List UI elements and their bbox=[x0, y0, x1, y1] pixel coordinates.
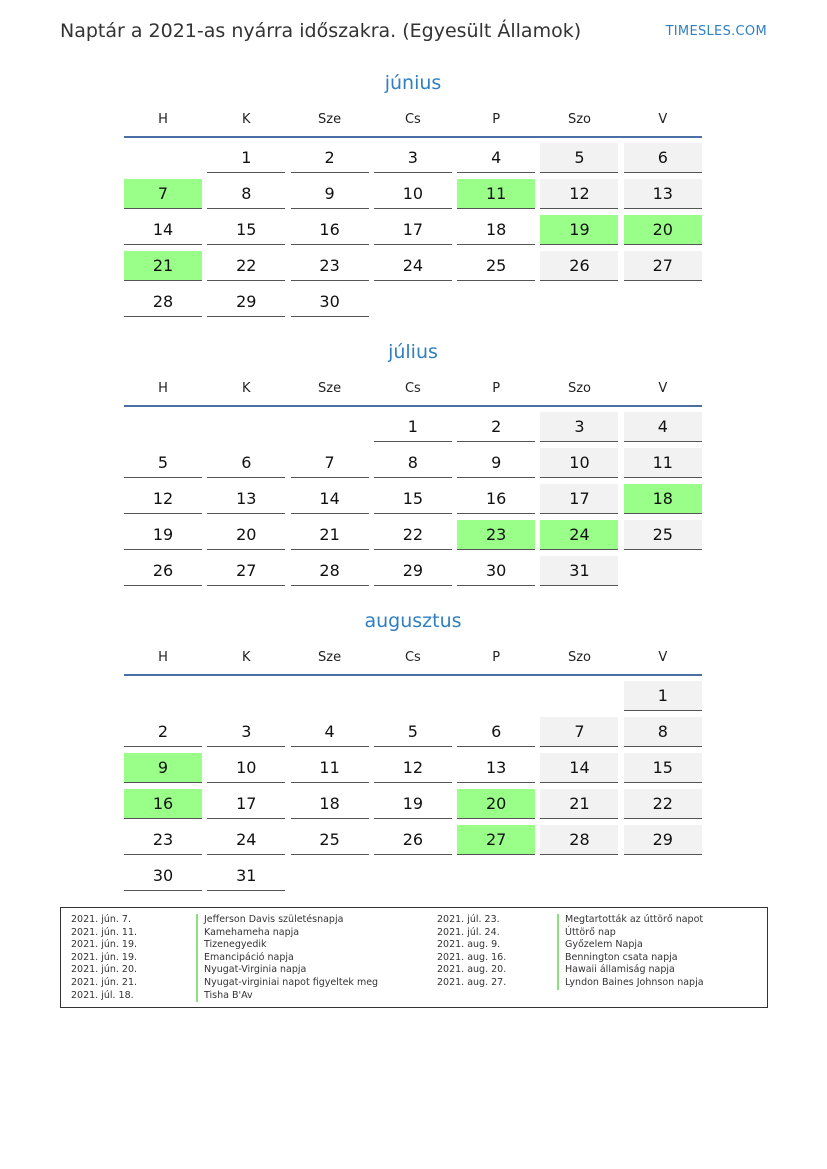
weekday-label: V bbox=[658, 112, 668, 127]
legend-item bbox=[71, 939, 431, 952]
day-cell: 21 bbox=[540, 789, 618, 819]
weekday-header bbox=[124, 104, 702, 138]
day-cell: 8 bbox=[374, 448, 452, 478]
empty-cell bbox=[374, 861, 452, 890]
day-cell: 12 bbox=[124, 484, 202, 514]
day-cell: 4 bbox=[291, 717, 369, 747]
day-cell: 25 bbox=[291, 825, 369, 855]
weekday-label: Sze bbox=[318, 381, 342, 396]
legend-date: 2021. jún. 11. bbox=[71, 926, 138, 938]
weekday-label: K bbox=[242, 381, 251, 396]
day-cell: 10 bbox=[374, 179, 452, 209]
day-cell: 5 bbox=[374, 717, 452, 747]
day-cell: 3 bbox=[207, 717, 285, 747]
weekday-label: Sze bbox=[318, 650, 342, 665]
legend-holiday-name: Tizenegyedik bbox=[196, 939, 267, 952]
month-title: július bbox=[388, 341, 438, 363]
day-cell: 25 bbox=[624, 520, 702, 550]
day-cell: 19 bbox=[540, 215, 618, 245]
weekday-header bbox=[124, 642, 702, 676]
day-cell: 2 bbox=[124, 717, 202, 747]
day-cell: 12 bbox=[374, 753, 452, 783]
day-cell: 14 bbox=[291, 484, 369, 514]
empty-cell bbox=[291, 681, 369, 710]
day-cell: 18 bbox=[624, 484, 702, 514]
month-august bbox=[124, 606, 702, 891]
weekday-label: Szo bbox=[567, 650, 591, 665]
day-cell: 20 bbox=[457, 789, 535, 819]
legend-date: 2021. jún. 19. bbox=[71, 951, 138, 963]
legend-date: 2021. aug. 16. bbox=[437, 951, 507, 963]
day-cell: 24 bbox=[540, 520, 618, 550]
legend-date: 2021. jún. 7. bbox=[71, 914, 132, 925]
day-cell: 15 bbox=[374, 484, 452, 514]
empty-cell bbox=[457, 861, 535, 890]
day-cell: 22 bbox=[207, 251, 285, 281]
day-cell: 11 bbox=[624, 448, 702, 478]
day-cell: 26 bbox=[124, 556, 202, 586]
weekday-label: H bbox=[158, 381, 168, 396]
legend-date: 2021. jún. 21. bbox=[71, 976, 138, 988]
day-cell: 26 bbox=[374, 825, 452, 855]
day-cell: 6 bbox=[624, 143, 702, 173]
day-cell: 6 bbox=[207, 448, 285, 478]
empty-cell bbox=[207, 681, 285, 710]
day-cell: 28 bbox=[291, 556, 369, 586]
weekday-label: K bbox=[242, 112, 251, 127]
weekday-label: Cs bbox=[404, 112, 421, 127]
empty-cell bbox=[124, 681, 202, 710]
day-cell: 23 bbox=[457, 520, 535, 550]
day-cell: 31 bbox=[540, 556, 618, 586]
day-cell: 9 bbox=[124, 753, 202, 783]
day-cell: 14 bbox=[540, 753, 618, 783]
empty-cell bbox=[374, 287, 452, 316]
month-title: június bbox=[384, 72, 442, 94]
legend-item bbox=[71, 990, 431, 1003]
weekday-label: P bbox=[492, 112, 501, 127]
day-cell: 5 bbox=[124, 448, 202, 478]
day-grid bbox=[124, 143, 702, 317]
day-cell: 16 bbox=[291, 215, 369, 245]
legend-holiday-name: Emancipáció napja bbox=[196, 952, 294, 965]
day-cell: 11 bbox=[291, 753, 369, 783]
weekday-label: H bbox=[158, 650, 168, 665]
legend-item bbox=[71, 952, 431, 965]
day-cell: 14 bbox=[124, 215, 202, 245]
weekday-label: Sze bbox=[318, 112, 342, 127]
legend-holiday-name: Úttörő nap bbox=[557, 927, 616, 940]
day-cell: 9 bbox=[291, 179, 369, 209]
month-june bbox=[124, 68, 702, 317]
month-title: augusztus bbox=[364, 610, 462, 632]
legend-item bbox=[437, 939, 757, 952]
empty-cell bbox=[457, 287, 535, 316]
day-cell: 28 bbox=[124, 287, 202, 317]
day-cell: 27 bbox=[624, 251, 702, 281]
day-cell: 12 bbox=[540, 179, 618, 209]
legend-date: 2021. aug. 27. bbox=[437, 976, 507, 988]
day-cell: 30 bbox=[457, 556, 535, 586]
day-cell: 3 bbox=[374, 143, 452, 173]
day-cell: 22 bbox=[374, 520, 452, 550]
day-cell: 23 bbox=[124, 825, 202, 855]
day-cell: 23 bbox=[291, 251, 369, 281]
legend-date: 2021. aug. 9. bbox=[437, 939, 501, 951]
day-cell: 26 bbox=[540, 251, 618, 281]
day-cell: 21 bbox=[124, 251, 202, 281]
legend-holiday-name: Bennington csata napja bbox=[557, 952, 678, 965]
weekday-label: P bbox=[492, 381, 501, 396]
legend-item bbox=[71, 964, 431, 977]
weekday-label: Cs bbox=[404, 650, 421, 665]
day-cell: 3 bbox=[540, 412, 618, 442]
legend-holiday-name: Nyugat-virginiai napot figyeltek meg bbox=[196, 977, 378, 990]
day-cell: 16 bbox=[124, 789, 202, 819]
day-cell: 13 bbox=[457, 753, 535, 783]
legend-holiday-name: Kamehameha napja bbox=[196, 927, 299, 940]
legend-holiday-name: Győzelem Napja bbox=[557, 939, 643, 952]
day-cell: 29 bbox=[624, 825, 702, 855]
day-cell: 27 bbox=[457, 825, 535, 855]
legend-item bbox=[71, 977, 431, 990]
legend-holiday-name: Lyndon Baines Johnson napja bbox=[557, 977, 704, 990]
legend-holiday-name: Tisha B'Av bbox=[196, 990, 253, 1003]
legend-date: 2021. júl. 18. bbox=[71, 989, 134, 1001]
day-cell: 7 bbox=[124, 179, 202, 209]
day-cell: 21 bbox=[291, 520, 369, 550]
day-cell: 17 bbox=[207, 789, 285, 819]
empty-cell bbox=[124, 143, 202, 172]
empty-cell bbox=[374, 681, 452, 710]
day-cell: 4 bbox=[624, 412, 702, 442]
empty-cell bbox=[624, 287, 702, 316]
day-cell: 1 bbox=[374, 412, 452, 442]
day-cell: 9 bbox=[457, 448, 535, 478]
legend-item bbox=[71, 914, 431, 927]
weekday-label: Cs bbox=[404, 381, 421, 396]
legend-item bbox=[437, 964, 757, 977]
empty-cell bbox=[540, 287, 618, 316]
legend-holiday-name: Megtartották az úttörő napot bbox=[557, 914, 703, 927]
day-cell: 19 bbox=[124, 520, 202, 550]
month-july bbox=[124, 337, 702, 586]
holiday-legend bbox=[60, 907, 768, 1008]
day-cell: 2 bbox=[457, 412, 535, 442]
day-cell: 1 bbox=[624, 681, 702, 711]
day-cell: 4 bbox=[457, 143, 535, 173]
empty-cell bbox=[624, 861, 702, 890]
legend-item bbox=[437, 977, 757, 990]
day-cell: 31 bbox=[207, 861, 285, 891]
day-cell: 13 bbox=[624, 179, 702, 209]
day-cell: 2 bbox=[291, 143, 369, 173]
weekday-label: Szo bbox=[567, 112, 591, 127]
empty-cell bbox=[291, 861, 369, 890]
day-cell: 19 bbox=[374, 789, 452, 819]
empty-cell bbox=[124, 412, 202, 441]
legend-date: 2021. júl. 24. bbox=[437, 926, 500, 938]
legend-holiday-name: Nyugat-Virginia napja bbox=[196, 964, 306, 977]
legend-holiday-name: Hawaii államiság napja bbox=[557, 964, 675, 977]
day-cell: 22 bbox=[624, 789, 702, 819]
empty-cell bbox=[624, 556, 702, 585]
legend-column-right bbox=[437, 914, 757, 990]
day-cell: 24 bbox=[374, 251, 452, 281]
legend-item bbox=[437, 927, 757, 940]
day-cell: 11 bbox=[457, 179, 535, 209]
day-cell: 13 bbox=[207, 484, 285, 514]
legend-item bbox=[437, 914, 757, 927]
day-cell: 17 bbox=[540, 484, 618, 514]
day-cell: 18 bbox=[457, 215, 535, 245]
day-cell: 24 bbox=[207, 825, 285, 855]
legend-column-left bbox=[71, 914, 431, 1002]
day-cell: 7 bbox=[291, 448, 369, 478]
empty-cell bbox=[457, 681, 535, 710]
weekday-label: Szo bbox=[567, 381, 591, 396]
legend-date: 2021. júl. 23. bbox=[437, 914, 500, 925]
weekday-header bbox=[124, 373, 702, 407]
day-cell: 15 bbox=[207, 215, 285, 245]
weekday-label: V bbox=[658, 381, 668, 396]
empty-cell bbox=[540, 681, 618, 710]
empty-cell bbox=[207, 412, 285, 441]
day-grid bbox=[124, 412, 702, 586]
day-cell: 7 bbox=[540, 717, 618, 747]
day-cell: 30 bbox=[124, 861, 202, 891]
day-cell: 29 bbox=[207, 287, 285, 317]
day-cell: 20 bbox=[207, 520, 285, 550]
day-cell: 15 bbox=[624, 753, 702, 783]
day-cell: 8 bbox=[207, 179, 285, 209]
weekday-label: K bbox=[242, 650, 251, 665]
legend-item bbox=[437, 952, 757, 965]
day-cell: 6 bbox=[457, 717, 535, 747]
legend-holiday-name: Jefferson Davis születésnapja bbox=[196, 914, 343, 927]
day-cell: 20 bbox=[624, 215, 702, 245]
weekday-label: H bbox=[158, 112, 168, 127]
day-cell: 8 bbox=[624, 717, 702, 747]
day-cell: 17 bbox=[374, 215, 452, 245]
day-cell: 27 bbox=[207, 556, 285, 586]
empty-cell bbox=[291, 412, 369, 441]
day-cell: 28 bbox=[540, 825, 618, 855]
legend-date: 2021. jún. 19. bbox=[71, 939, 138, 951]
weekday-label: P bbox=[492, 650, 501, 665]
day-cell: 30 bbox=[291, 287, 369, 317]
legend-item bbox=[71, 927, 431, 940]
day-cell: 25 bbox=[457, 251, 535, 281]
legend-date: 2021. aug. 20. bbox=[437, 964, 507, 976]
legend-date: 2021. jún. 20. bbox=[71, 964, 138, 976]
day-cell: 29 bbox=[374, 556, 452, 586]
empty-cell bbox=[540, 861, 618, 890]
day-grid bbox=[124, 681, 702, 891]
day-cell: 18 bbox=[291, 789, 369, 819]
brand-link[interactable]: TIMESLES.COM bbox=[665, 24, 767, 39]
weekday-label: V bbox=[658, 650, 668, 665]
day-cell: 1 bbox=[207, 143, 285, 173]
day-cell: 10 bbox=[207, 753, 285, 783]
day-cell: 10 bbox=[540, 448, 618, 478]
day-cell: 16 bbox=[457, 484, 535, 514]
day-cell: 5 bbox=[540, 143, 618, 173]
page-title: Naptár a 2021-as nyárra időszakra. (Egyesült Államok) bbox=[60, 20, 582, 42]
